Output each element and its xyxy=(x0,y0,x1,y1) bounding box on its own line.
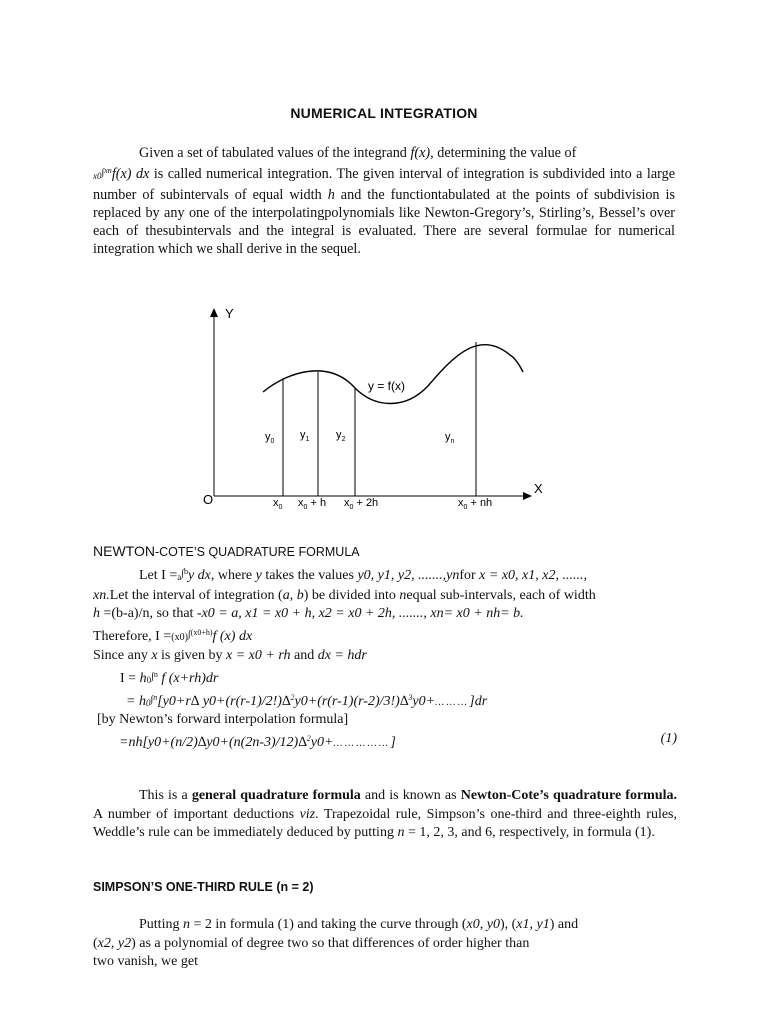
newton-line-9: =nh[y0+(n/2)∆y0+(n(2n-3)/12)∆$^2$y0+… … … … … ] (1) xyxy=(119,730,677,750)
general-quadrature-paragraph: This is a general quadrature formula and is known as Newton-Cote’s quadrature formula. A number of important deductions viz. Trapezoidal rule, Simpson’s one-third and three-eighth rules, Weddle’s rule can be immediately deduced by putting n = 1, 2, 3, and 6, respectively, in formula (1). xyxy=(93,788,677,840)
ordinate-label-y0: $y_0$ xyxy=(265,431,275,445)
curve-label: y = f(x) xyxy=(368,379,406,393)
newton-line-5: Since any x is given by x = x0 + rh and dx = hdr xyxy=(93,648,367,663)
simpson-line-1: Putting n = 2 in formula (1) and taking the curve through (x0, y0), (x1, y1) and xyxy=(139,917,579,932)
newton-line-4: Therefore, $I =(x0)^{\int(x0+h)}f$ (x) dx xyxy=(93,627,253,644)
newton-line-6: $I = h0^{\int n}$ f (x+rh)dr xyxy=(120,669,219,686)
intro-paragraph: Given a set of tabulated values of the integrand f(x), determining the value of $x0^{\int xn}f(x)$ dx is called numerical integration. The given interval of integration is subdivided into a large number of subintervals of equal width h and the functiontabulated at the points of subdivision is replaced by any one of the interpolatingpolynomials like Newton-Gregory’s, Stirling’s, Bessel’s over each of thesubintervals and the integral is evaluated. There are several formulae for numerical integration which we shall derive in the sequel. xyxy=(93,145,675,258)
simpson-line-2: (x2, y2) as a polynomial of degree two so that differences of order higher than xyxy=(93,935,530,951)
simpson-line-3: two vanish, we get xyxy=(93,954,198,969)
newton-line-7: = $h0^{\int n}[y0+r\Delta$ y0+(r(r-1)/2!)∆$^2$y0+(r(r-1)(r-2)/3!)∆$^3$y0+… … … ]dr xyxy=(126,693,488,709)
simpson-paragraph xyxy=(93,916,677,972)
origin-label: O xyxy=(203,492,214,507)
function-curve xyxy=(263,345,523,404)
x-axis-label: X xyxy=(534,481,543,496)
newton-cotes-body xyxy=(93,563,677,713)
x-label-x0-2h: $x_0 + 2h$ xyxy=(344,497,379,511)
ordinate-label-y1: $y_1$ xyxy=(300,429,310,443)
x-label-x0-nh: $x_0$ + nh xyxy=(458,497,493,511)
newton-line-2: xn.Let the interval of integration (a, b) be divided into nequal sub-intervals, each of width xyxy=(93,587,596,603)
integration-figure xyxy=(190,300,560,520)
newton-line-1: Let $I =a^{\int b}y$ dx, where y takes the values y0, y1, y2, .......,ynfor x = x0, x1, x2, ......, xyxy=(139,567,587,583)
ordinate-label-y2: $y_2$ xyxy=(336,429,346,443)
ordinate-label-yn: $y_n$ xyxy=(445,431,455,445)
page-title: NUMERICAL INTEGRATION xyxy=(290,105,478,121)
y-axis-label: Y xyxy=(225,306,234,321)
x-label-x0-h: $x_0 + h$ xyxy=(298,497,327,511)
simpson-heading: SIMPSON’S ONE-THIRD RULE (n = 2) xyxy=(93,880,314,894)
y-axis-arrow xyxy=(210,308,218,317)
newton-forward-note: [by Newton’s forward interpolation formula] =nh[y0+(n/2)∆y0+(n(2n-3)/12)∆$^2$y0+… … … … … ] (1) xyxy=(93,711,677,753)
newton-cotes-heading: NEWTON-COTE’S QUADRATURE FORMULA xyxy=(93,543,360,559)
x-axis-arrow xyxy=(523,492,532,500)
equation-number: (1) xyxy=(660,730,677,746)
x-label-x0: $x_0$ xyxy=(273,497,283,511)
newton-line-3: h =(b-a)/n, so that -x0 = a, x1 = x0 + h, x2 = x0 + 2h, ......., xn= x0 + nh= b. xyxy=(93,606,524,621)
